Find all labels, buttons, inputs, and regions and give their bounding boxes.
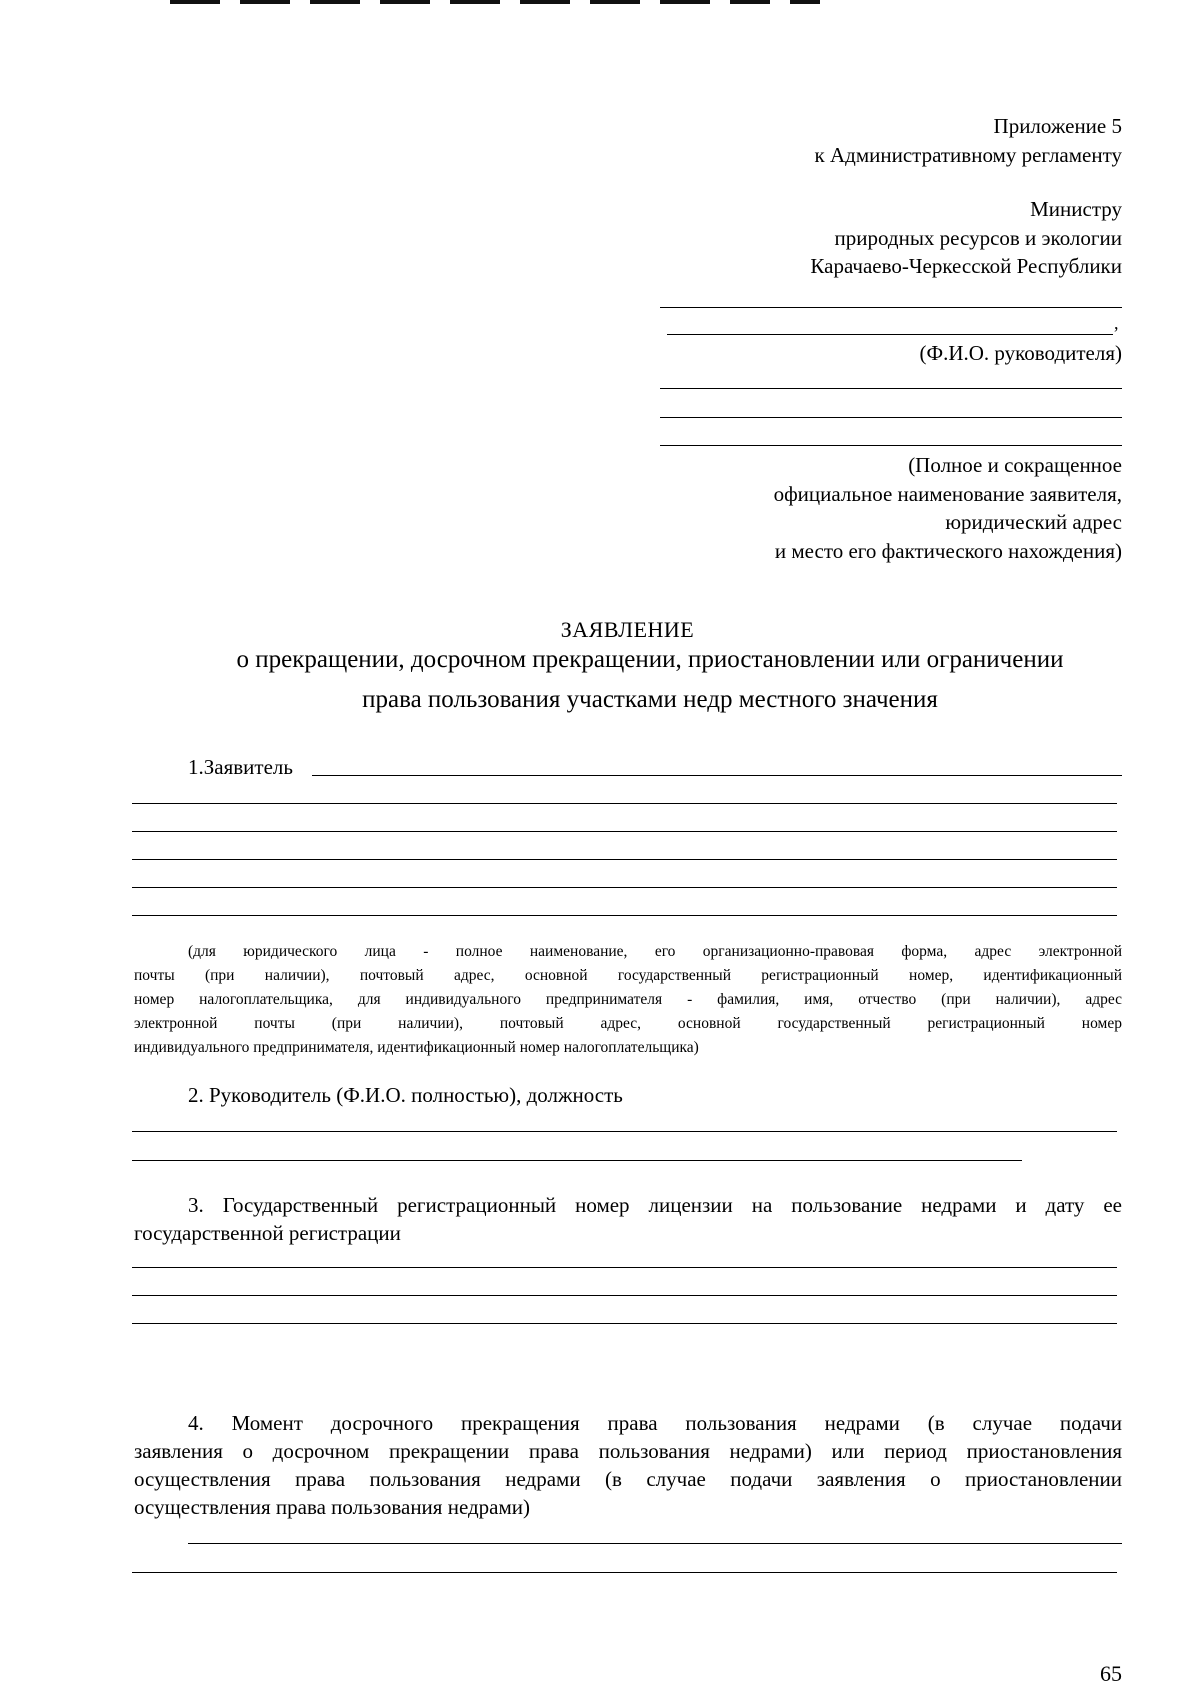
license-field-line-1[interactable] <box>132 1267 1117 1268</box>
applicant-note-line-2: почты (при наличии), почтовый адрес, основной государственный регистрационный номер, идентификационный <box>134 967 1122 984</box>
applicant-blank-line-3[interactable] <box>660 445 1122 446</box>
document-heading: ЗАЯВЛЕНИЕ <box>560 617 695 642</box>
manager-field-line-1[interactable] <box>132 1131 1117 1132</box>
termination-label-line-4: осуществления права пользования недрами) <box>134 1495 531 1519</box>
applicant-caption-2: официальное наименование заявителя, <box>773 482 1122 506</box>
scan-artifact <box>310 0 360 4</box>
regulation-label: к Административному регламенту <box>814 143 1122 167</box>
applicant-field-line-5[interactable] <box>132 887 1117 888</box>
termination-label-line-3: осуществления права пользования недрами (в случае подачи заявления о приостановлении <box>134 1467 1122 1491</box>
applicant-blank-line-2[interactable] <box>660 417 1122 418</box>
license-field-line-3[interactable] <box>132 1323 1117 1324</box>
scan-artifact <box>240 0 290 4</box>
scan-artifact <box>790 0 820 4</box>
appendix-label: Приложение 5 <box>993 114 1122 138</box>
document-title-line-2: права пользования участками недр местного значения <box>362 686 938 713</box>
applicant-note-line-3: номер налогоплательщика, для индивидуального предпринимателя - фамилия, имя, отчество (при наличии), адрес <box>134 991 1122 1008</box>
termination-label-line-2: заявления о досрочном прекращении права пользования недрами) или период приостановления <box>134 1439 1122 1463</box>
manager-field-line-2[interactable] <box>132 1160 1022 1161</box>
scan-artifact <box>730 0 770 4</box>
applicant-caption-4: и место его фактического нахождения) <box>774 539 1122 563</box>
applicant-caption-3: юридический адрес <box>945 510 1122 534</box>
license-field-line-2[interactable] <box>132 1295 1117 1296</box>
document-title-line-1: о прекращении, досрочном прекращении, приостановлении или ограничении <box>236 646 1064 673</box>
addressee-line-2: природных ресурсов и экологии <box>834 226 1122 250</box>
license-label-line-1: 3. Государственный регистрационный номер лицензии на пользование недрами и дату ее <box>188 1193 1122 1217</box>
termination-field-line-1[interactable] <box>188 1543 1122 1544</box>
scan-artifact <box>170 0 220 4</box>
applicant-field-line-6[interactable] <box>132 915 1117 916</box>
fio-caption: (Ф.И.О. руководителя) <box>919 341 1122 365</box>
scan-artifact <box>380 0 430 4</box>
scan-artifact <box>520 0 570 4</box>
applicant-note-line-1: (для юридического лица - полное наименование, его организационно-правовая форма, адрес электронной <box>188 943 1122 960</box>
termination-field-line-2[interactable] <box>132 1572 1117 1573</box>
applicant-field-line-2[interactable] <box>132 803 1117 804</box>
applicant-note-line-5: индивидуального предпринимателя, идентификационный номер налогоплательщика) <box>134 1039 699 1056</box>
applicant-field-line-3[interactable] <box>132 831 1117 832</box>
addressee-line-1: Министру <box>1030 197 1122 221</box>
comma-mark: , <box>1114 313 1119 333</box>
scan-artifact <box>450 0 500 4</box>
scan-artifact <box>660 0 710 4</box>
scan-artifact <box>590 0 640 4</box>
page-number: 65 <box>1100 1661 1122 1686</box>
fio-blank-line-2[interactable] <box>667 334 1113 335</box>
applicant-caption-1: (Полное и сокращенное <box>908 453 1122 477</box>
applicant-field-line-4[interactable] <box>132 859 1117 860</box>
applicant-note-line-4: электронной почты (при наличии), почтовый адрес, основной государственный регистрационный номер <box>134 1015 1122 1032</box>
applicant-blank-line-1[interactable] <box>660 388 1122 389</box>
applicant-label: 1.Заявитель <box>188 755 293 779</box>
applicant-field-line-1[interactable] <box>312 775 1122 776</box>
addressee-line-3: Карачаево-Черкесской Республики <box>810 254 1122 278</box>
fio-blank-line-1[interactable] <box>660 307 1122 308</box>
termination-label-line-1: 4. Момент досрочного прекращения права пользования недрами (в случае подачи <box>188 1411 1122 1435</box>
manager-label: 2. Руководитель (Ф.И.О. полностью), должность <box>188 1083 623 1107</box>
license-label-line-2: государственной регистрации <box>134 1221 401 1245</box>
